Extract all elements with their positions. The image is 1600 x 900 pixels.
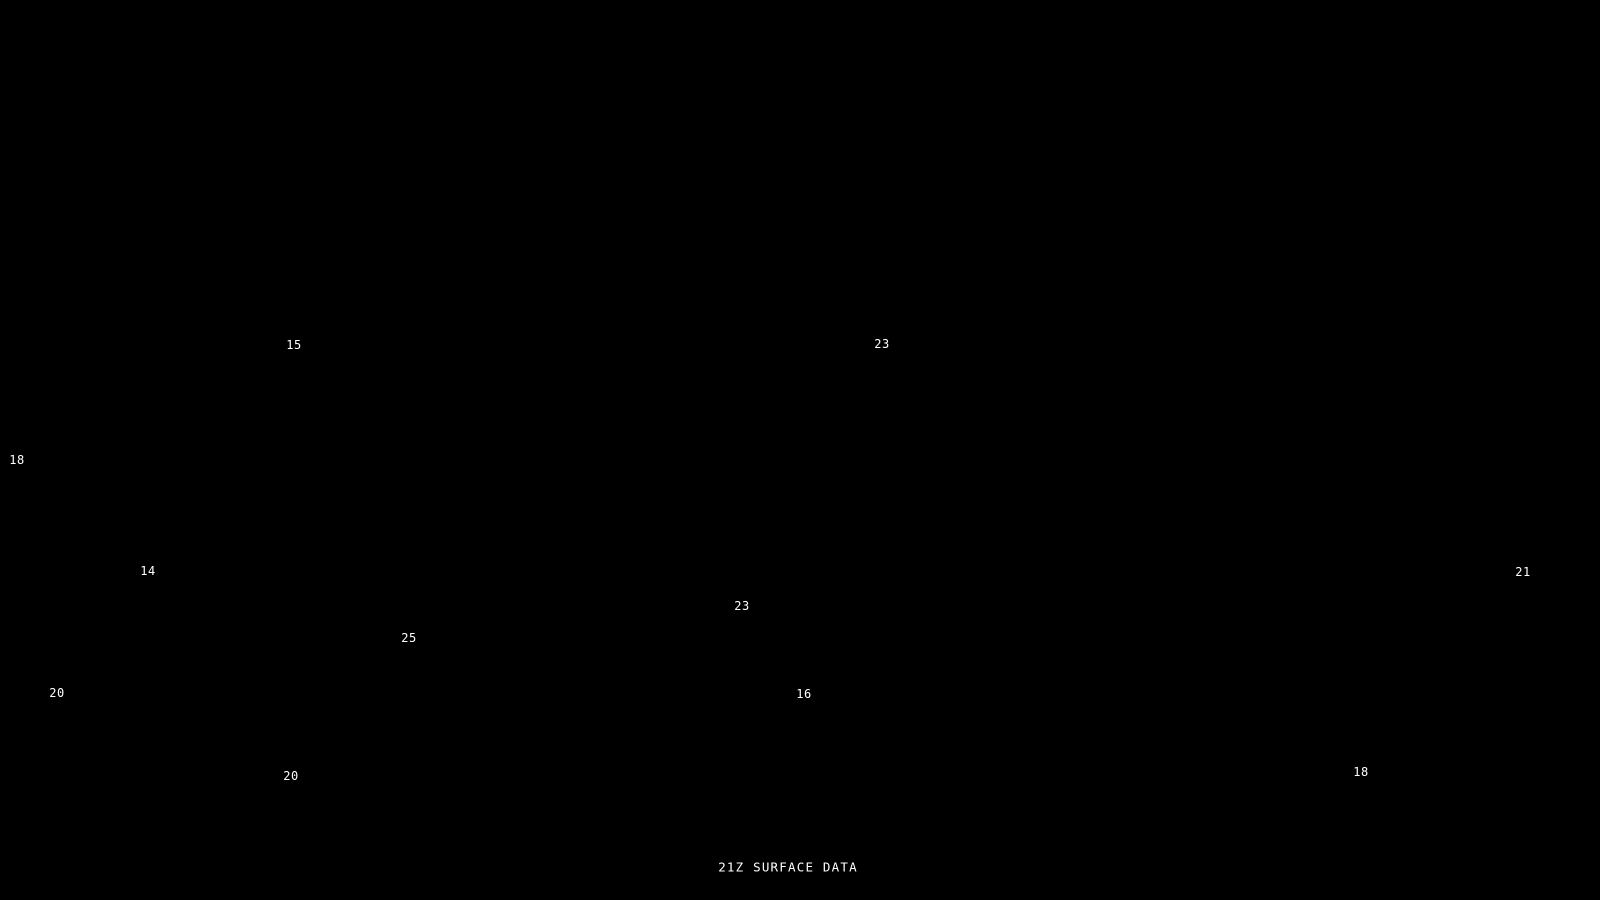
station-label: 15 <box>286 338 302 352</box>
station-label: 16 <box>796 687 812 701</box>
map-caption: 21Z SURFACE DATA <box>718 859 858 875</box>
station-label: 14 <box>140 564 156 578</box>
station-label: 23 <box>734 599 750 613</box>
station-label: 20 <box>283 769 299 783</box>
station-label: 18 <box>1353 765 1369 779</box>
station-label: 21 <box>1515 565 1531 579</box>
station-label: 20 <box>49 686 65 700</box>
station-label: 18 <box>9 453 25 467</box>
station-label: 23 <box>874 337 890 351</box>
station-label: 25 <box>401 631 417 645</box>
